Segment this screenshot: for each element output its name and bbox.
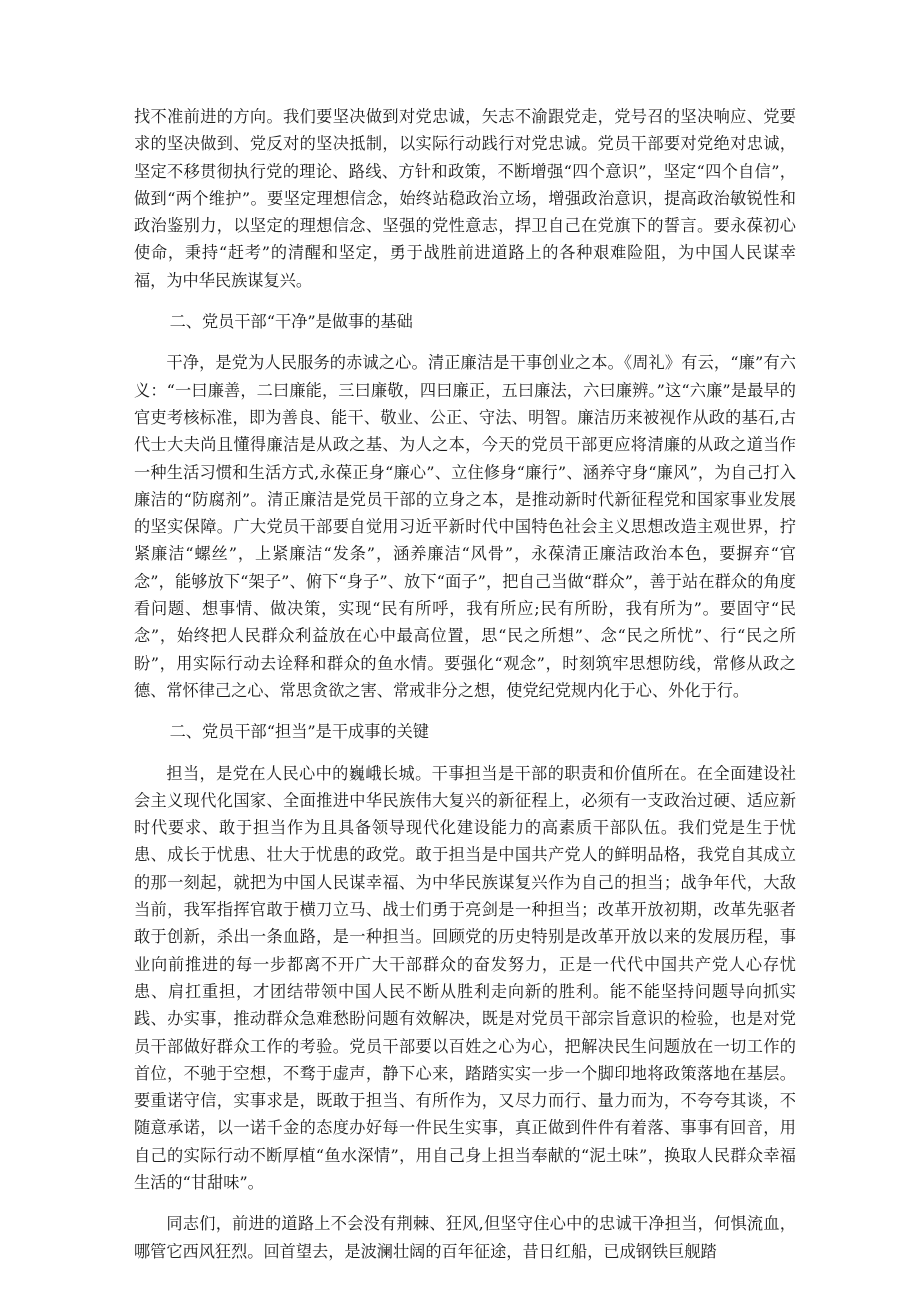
document-body: [134, 103, 796, 1265]
paragraph-clean: 干净，是党为人民服务的赤诚之心。清正廉洁是干事创业之本。《周礼》有云，“廉”有六义：“一曰廉善，二曰廉能，三曰廉敬，四曰廉正，五曰廉法，六曰廉辨。”这“六廉”是最早的官吏考核标准，即为善良、能干、敬业、公正、守法、明智。廉洁历来被视作从政的基石,古代士大夫尚且懂得廉洁是从政之基、为人之本，今天的党员干部更应将清廉的从政之道当作一种生活习惯和生活方式,永葆正身“廉心”、立住修身“廉行”、涵养守身“廉风”，为自己打入廉洁的“防腐剂”。清正廉洁是党员干部的立身之本，是推动新时代新征程党和国家事业发展的坚实保障。广大党员干部要自觉用习近平新时代中国特色社会主义思想改造主观世界，拧紧廉洁“螺丝”，上紧廉洁“发条”，涵养廉洁“风骨”，永葆清正廉洁政治本色，要摒弃“官念”，能够放下“架子”、俯下“身子”、放下“面子”，把自己当做“群众”，善于站在群众的角度看问题、想事情、做决策，实现“民有所呼，我有所应;民有所盼，我有所为”。要固守“民念”，始终把人民群众利益放在心中最高位置，思“民之所想”、念“民之所忧”、行“民之所盼”，用实际行动去诠释和群众的鱼水情。要强化“观念”，时刻筑牢思想防线，常修从政之德、常怀律己之心、常思贪欲之害、常戒非分之想，使党纪党规内化于心、外化于行。: [134, 353, 796, 700]
section-heading-clean: 二、党员干部“干净”是做事的基础: [169, 312, 413, 332]
paragraph-loyalty-continued: 找不准前进的方向。我们要坚决做到对党忠诚，矢志不渝跟党走，党号召的坚决响应、党要求的坚决做到、党反对的坚决抵制，以实际行动践行对党忠诚。党员干部要对党绝对忠诚，坚定不移贯彻执行党的理论、路线、方针和政策，不断增强“四个意识”，坚定“四个自信”，做到“两个维护”。要坚定理想信念，始终站稳政治立场，增强政治意识，提高政治敏锐性和政治鉴别力，以坚定的理想信念、坚强的党性意志，捍卫自己在党旗下的誓言。要永葆初心使命，秉持“赶考”的清醒和坚定，勇于战胜前进道路上的各种艰难险阻，为中国人民谋幸福，为中华民族谋复兴。: [134, 107, 796, 290]
paragraph-closing: 同志们，前进的道路上不会没有荆棘、狂风,但坚守住心中的忠诚干净担当，何惧流血，哪管它西风狂烈。回首望去，是波澜壮阔的百年征途，昔日红船，已成钢铁巨舰踏: [134, 1214, 796, 1261]
section-heading-responsibility: 二、党员干部“担当”是干成事的关键: [169, 722, 429, 742]
paragraph-responsibility: 担当，是党在人民心中的巍峨长城。干事担当是干部的职责和价值所在。在全面建设社会主义现代化国家、全面推进中华民族伟大复兴的新征程上，必须有一支政治过硬、适应新时代要求、敢于担当作为且具备领导现代化建设能力的高素质干部队伍。我们党是生于忧患、成长于忧患、壮大于忧患的政党。敢于担当是中国共产党人的鲜明品格，我党自其成立的那一刻起，就把为中国人民谋幸福、为中华民族谋复兴作为自己的担当；战争年代，大敌当前，我军指挥官敢于横刀立马、战士们勇于亮剑是一种担当；改革开放初期，改革先驱者敢于创新，杀出一条血路，是一种担当。回顾党的历史特别是改革开放以来的发展历程，事业向前推进的每一步都离不开广大干部群众的奋发努力，正是一代代中国共产党人心存忧患、肩扛重担，才团结带领中国人民不断从胜利走向新的胜利。能不能坚持问题导向抓实践、办实事，推动群众急难愁盼问题有效解决，既是对党员干部宗旨意识的检验，也是对党员干部做好群众工作的考验。党员干部要以百姓之心为心，把解决民生问题放在一切工作的首位，不驰于空想，不骛于虚声，静下心来，踏踏实实一步一个脚印地将政策落地在基层。要重诺守信，实事求是，既敢于担当、有所作为，又尽力而行、量力而为，不夸夸其谈，不随意承诺，以一诺千金的态度办好每一件民生实事，真正做到件件有着落、事事有回音，用自己的实际行动不断厚植“鱼水深情”，用自己身上担当奉献的“泥土味”，换取人民群众幸福生活的“甘甜味”。: [134, 763, 796, 1192]
